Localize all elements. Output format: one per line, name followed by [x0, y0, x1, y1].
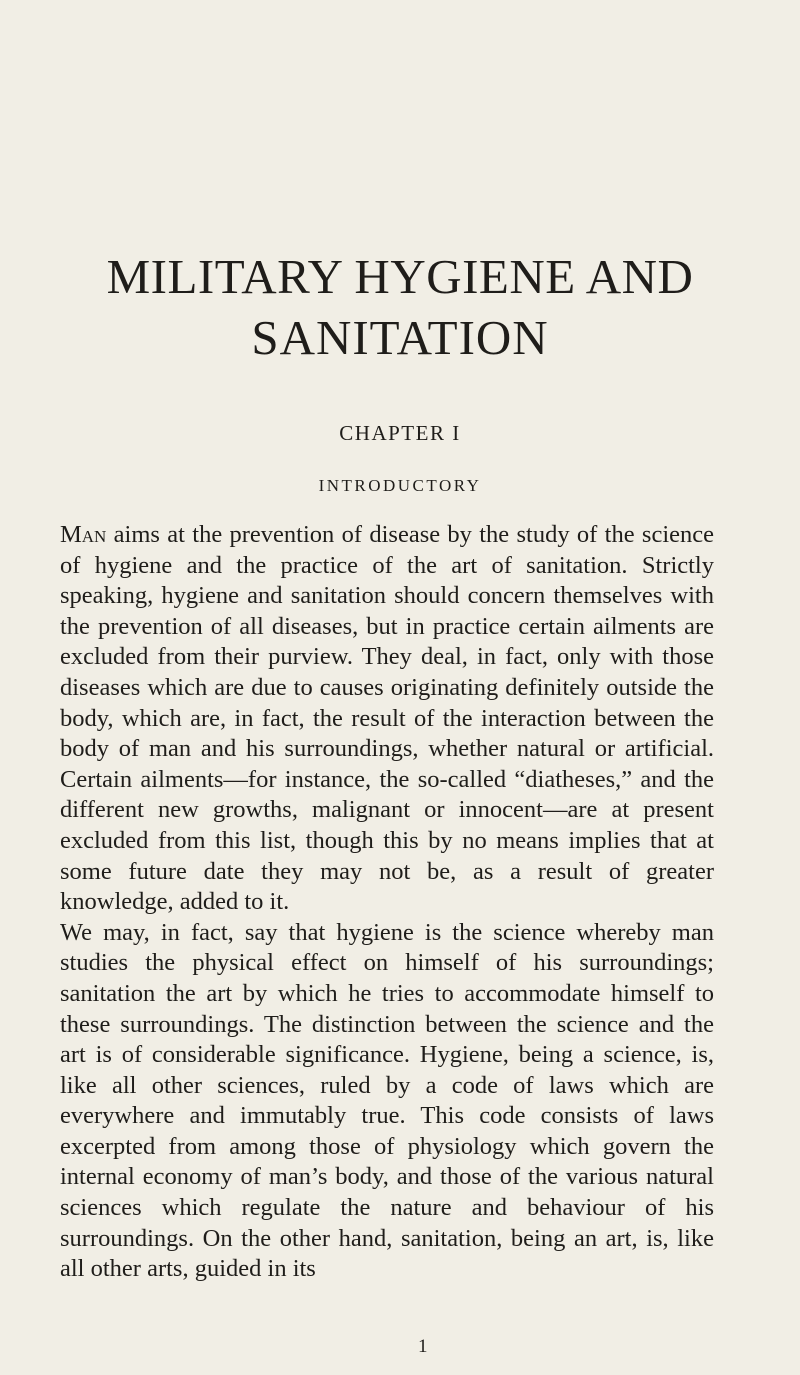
book-title-line-1: MILITARY HYGIENE AND — [106, 249, 694, 304]
paragraph-1-text: aims at the prevention of disease by the study of the science of hygiene and the practice of the art of sanitation. Strictly speaking, hygiene and sanitation should concern themselves with the prevention of all diseases, but in practice certain ailments are excluded from their purview. They deal, in fact, only with those diseases which are due to causes originating definitely outside the body, which are, in fact, the result of the interaction between the body of man and his surroundings, whether natural or artificial. Certain ailments—for instance, the so-called “diatheses,” and the different new growths, malignant or innocent—are at present excluded from this list, though this by no means implies that at some future date they may not be, as a result of greater knowledge, added to it. — [60, 521, 714, 916]
paragraph-2 — [60, 918, 714, 1285]
chapter-heading: CHAPTER I — [339, 421, 461, 445]
page-number: 1 — [418, 1336, 428, 1357]
paragraph-1-first-word: Man — [60, 521, 107, 548]
body-text — [60, 520, 714, 1285]
book-title-line-2: SANITATION — [251, 310, 549, 365]
chapter-subheading: INTRODUCTORY — [318, 476, 482, 495]
paragraph-1 — [60, 520, 714, 918]
paragraph-2-text: We may, in fact, say that hygiene is the science whereby man studies the physical effect on himself of his surroundings; sanitation the art by which he tries to accommodate himself to these surroundings. The distinction between the science and the art is of considerable significance. Hygiene, being a science, is, like all other sciences, ruled by a code of laws which are everywhere and immutably true. This code consists of laws excerpted from among those of physiology which govern the internal economy of man’s body, and those of the various natural sciences which regulate the nature and behaviour of his surroundings. On the other hand, sanitation, being an art, is, like all other arts, guided in its — [60, 918, 714, 1283]
